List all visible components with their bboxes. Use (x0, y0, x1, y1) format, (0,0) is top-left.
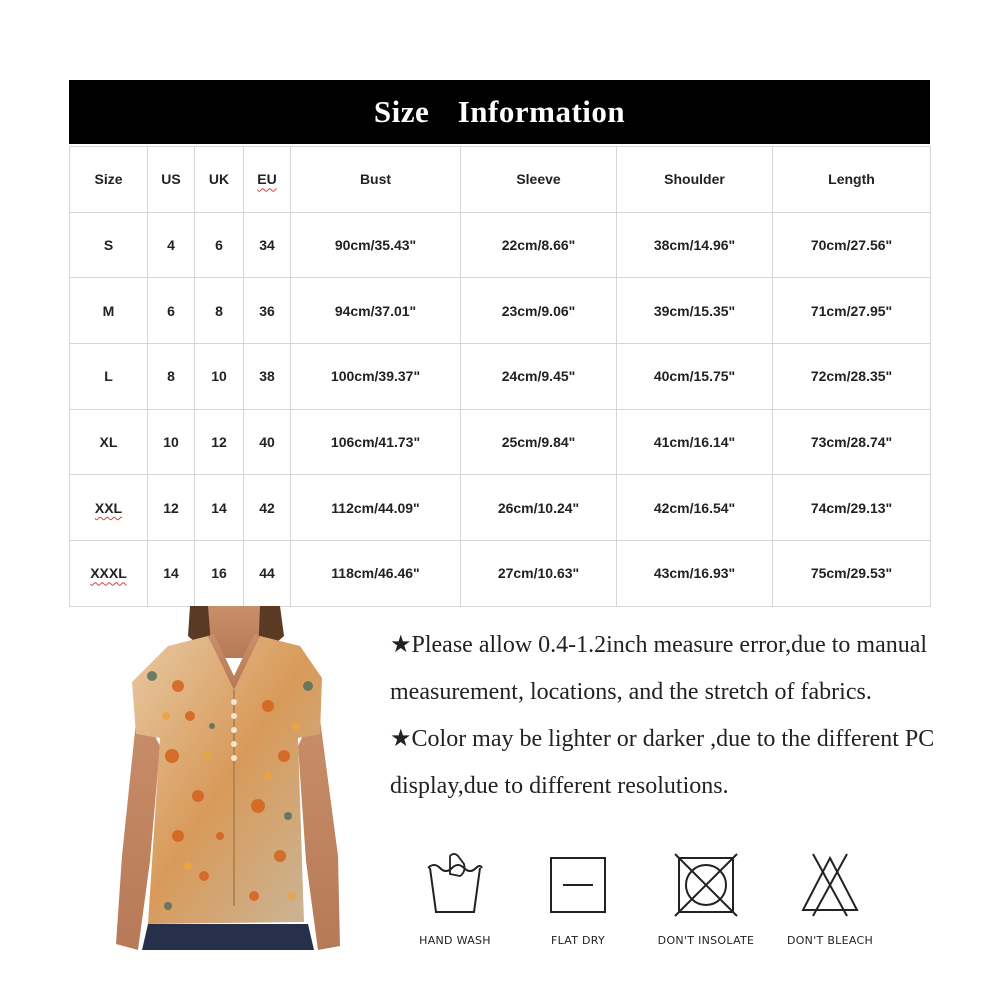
cell-bust: 112cm/44.09" (291, 475, 461, 541)
cell-eu: 36 (244, 278, 291, 344)
cell-size: M (70, 278, 148, 344)
flat-dry-label: FLAT DRY (550, 934, 606, 947)
do-not-tumble-dry-icon (671, 850, 741, 920)
care-item-dont-insolate (646, 850, 766, 947)
cell-uk: 10 (195, 344, 244, 410)
cell-size-text: XXXL (90, 565, 127, 582)
cell-uk: 6 (195, 212, 244, 278)
care-instructions (400, 850, 900, 960)
care-item-flat-dry (518, 850, 638, 947)
table-row (70, 212, 931, 278)
care-item-hand-wash (395, 850, 515, 947)
header-size: Size (70, 147, 148, 213)
hand-wash-label: HAND WASH (419, 934, 491, 947)
header-length: Length (773, 147, 931, 213)
table-row (70, 278, 931, 344)
cell-eu: 40 (244, 409, 291, 475)
cell-us: 6 (148, 278, 195, 344)
cell-size (70, 475, 148, 541)
header-us: US (148, 147, 195, 213)
cell-sleeve: 22cm/8.66" (461, 212, 617, 278)
cell-uk: 14 (195, 475, 244, 541)
cell-us: 14 (148, 541, 195, 607)
cell-sleeve: 26cm/10.24" (461, 475, 617, 541)
care-item-dont-bleach (770, 850, 890, 947)
cell-eu: 42 (244, 475, 291, 541)
cell-us: 4 (148, 212, 195, 278)
cell-sleeve: 27cm/10.63" (461, 541, 617, 607)
cell-bust: 94cm/37.01" (291, 278, 461, 344)
hand-wash-icon (420, 850, 490, 920)
cell-length: 72cm/28.35" (773, 344, 931, 410)
cell-us: 8 (148, 344, 195, 410)
cell-length: 70cm/27.56" (773, 212, 931, 278)
cell-length: 71cm/27.95" (773, 278, 931, 344)
table-header-row (70, 147, 931, 213)
header-eu-text: EU (257, 171, 277, 188)
cell-bust: 100cm/39.37" (291, 344, 461, 410)
notes-section (390, 622, 950, 810)
header-eu (244, 147, 291, 213)
cell-length: 74cm/29.13" (773, 475, 931, 541)
cell-bust: 90cm/35.43" (291, 212, 461, 278)
do-not-bleach-icon (795, 850, 865, 920)
cell-bust: 118cm/46.46" (291, 541, 461, 607)
table-row (70, 409, 931, 475)
cell-eu: 34 (244, 212, 291, 278)
cell-shoulder: 38cm/14.96" (617, 212, 773, 278)
table-row (70, 475, 931, 541)
note-measure-error: ★Please allow 0.4-1.2inch measure error,due to manual measurement, locations, and the stretch of fabrics. (390, 632, 928, 705)
cell-size: S (70, 212, 148, 278)
cell-shoulder: 40cm/15.75" (617, 344, 773, 410)
product-photo (108, 606, 353, 950)
cell-size (70, 541, 148, 607)
cell-shoulder: 39cm/15.35" (617, 278, 773, 344)
header-shoulder: Shoulder (617, 147, 773, 213)
cell-sleeve: 23cm/9.06" (461, 278, 617, 344)
cell-sleeve: 25cm/9.84" (461, 409, 617, 475)
cell-size-text: XXL (94, 499, 123, 516)
dont-bleach-label: DON'T BLEACH (786, 934, 874, 947)
cell-uk: 8 (195, 278, 244, 344)
cell-shoulder: 41cm/16.14" (617, 409, 773, 475)
header-sleeve: Sleeve (461, 147, 617, 213)
cell-uk: 12 (195, 409, 244, 475)
cell-bust: 106cm/41.73" (291, 409, 461, 475)
cell-sleeve: 24cm/9.45" (461, 344, 617, 410)
cell-length: 73cm/28.74" (773, 409, 931, 475)
cell-length: 75cm/29.53" (773, 541, 931, 607)
cell-us: 10 (148, 409, 195, 475)
flat-dry-icon (543, 850, 613, 920)
cell-shoulder: 43cm/16.93" (617, 541, 773, 607)
cell-shoulder: 42cm/16.54" (617, 475, 773, 541)
header-uk: UK (195, 147, 244, 213)
header-bust: Bust (291, 147, 461, 213)
cell-size: L (70, 344, 148, 410)
table-row (70, 344, 931, 410)
table-row (70, 541, 931, 607)
cell-us: 12 (148, 475, 195, 541)
cell-uk: 16 (195, 541, 244, 607)
title-text: Size Information (373, 94, 626, 129)
cell-eu: 38 (244, 344, 291, 410)
size-chart-table (69, 146, 931, 607)
note-color-difference: ★Color may be lighter or darker ,due to the different PC display,due to different resolutions. (390, 726, 935, 799)
cell-size: XL (70, 409, 148, 475)
cell-eu: 44 (244, 541, 291, 607)
size-information-title (69, 80, 930, 144)
dont-insolate-label: DON'T INSOLATE (657, 934, 755, 947)
